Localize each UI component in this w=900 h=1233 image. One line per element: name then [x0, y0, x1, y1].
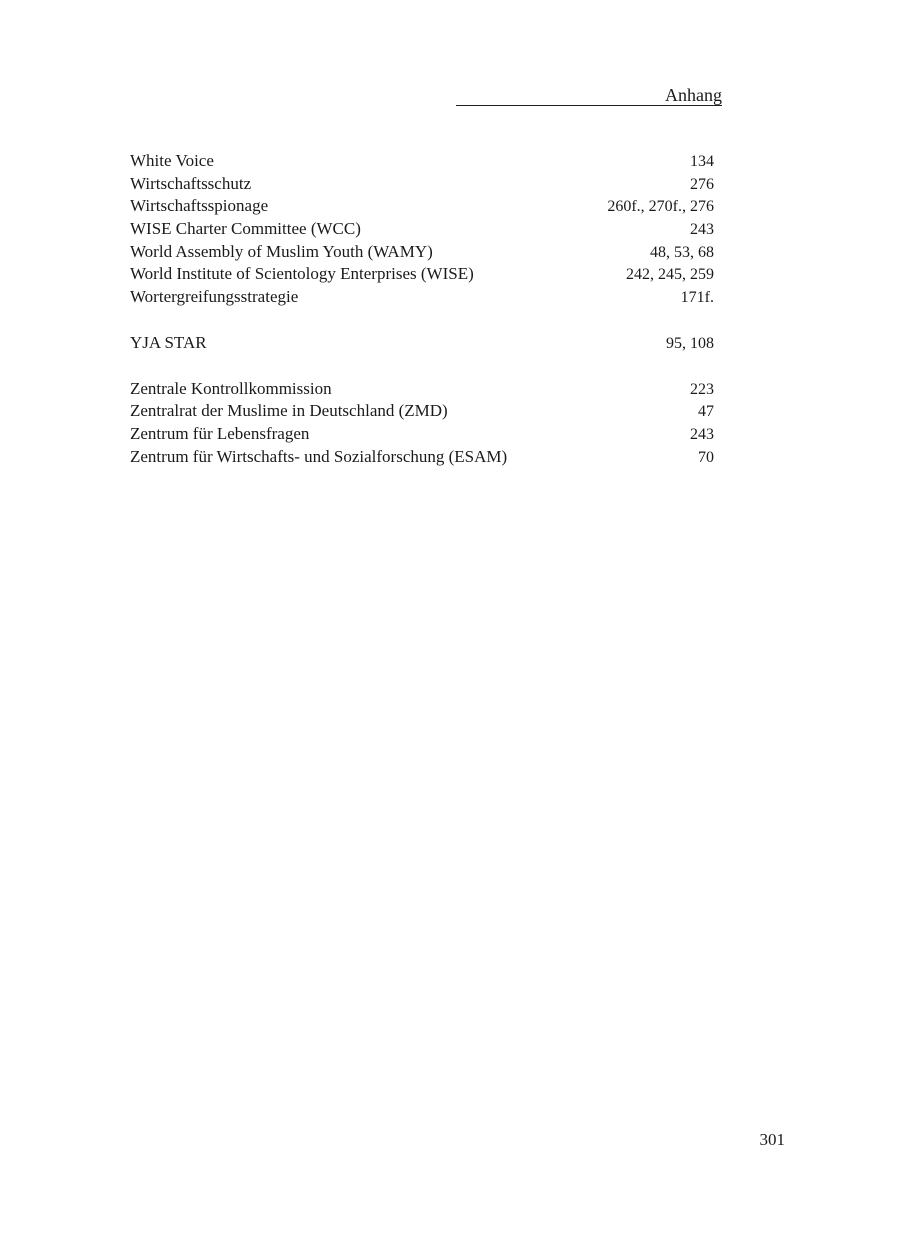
index-pages: 47 [698, 403, 714, 421]
index-term: YJA STAR [130, 332, 207, 352]
index-group-z [130, 378, 714, 469]
index-term: Wortergreifungsstrategie [130, 287, 299, 307]
index-entry [130, 263, 714, 286]
index-entry [130, 173, 714, 196]
index-term: Zentrale Kontrollkommission [130, 378, 332, 398]
index-entry [130, 378, 714, 401]
index-entry [130, 150, 714, 173]
index-entry [130, 332, 714, 355]
index-entry [130, 218, 714, 241]
index-pages: 243 [690, 425, 714, 443]
index-entry [130, 446, 714, 469]
index-term: Wirtschaftsschutz [130, 173, 252, 193]
index-term: World Institute of Scientology Enterprises (WISE) [130, 264, 474, 284]
index-entry [130, 195, 714, 218]
index-pages: 223 [690, 380, 714, 398]
index-entry [130, 286, 714, 309]
index-pages: 242, 245, 259 [626, 266, 714, 284]
index-group-y [130, 332, 714, 355]
index-term: Zentrum für Wirtschafts- und Sozialforschung (ESAM) [130, 446, 508, 466]
index-term: Zentrum für Lebensfragen [130, 423, 310, 443]
page-number: 301 [759, 1130, 785, 1149]
index-term: Wirtschaftsspionage [130, 196, 269, 216]
index-pages: 134 [690, 153, 714, 170]
running-head-title: Anhang [665, 85, 722, 105]
index-term: World Assembly of Muslim Youth (WAMY) [130, 241, 433, 261]
index-entry [130, 400, 714, 423]
index-entry [130, 241, 714, 264]
index-pages: 276 [690, 175, 714, 193]
index-pages: 243 [690, 221, 714, 239]
index-pages: 95, 108 [666, 334, 714, 352]
index-pages: 70 [698, 448, 714, 466]
index-pages: 171f. [680, 289, 714, 307]
index-pages: 48, 53, 68 [650, 243, 714, 261]
index-entry [130, 423, 714, 446]
index-term: WISE Charter Committee (WCC) [130, 219, 361, 239]
header-rule [456, 105, 722, 106]
index-pages: 260f., 270f., 276 [607, 198, 714, 216]
index-group-w [130, 150, 714, 309]
index-list [130, 150, 714, 468]
index-term: White Voice [130, 151, 214, 170]
index-term: Zentralrat der Muslime in Deutschland (ZMD) [130, 401, 448, 421]
